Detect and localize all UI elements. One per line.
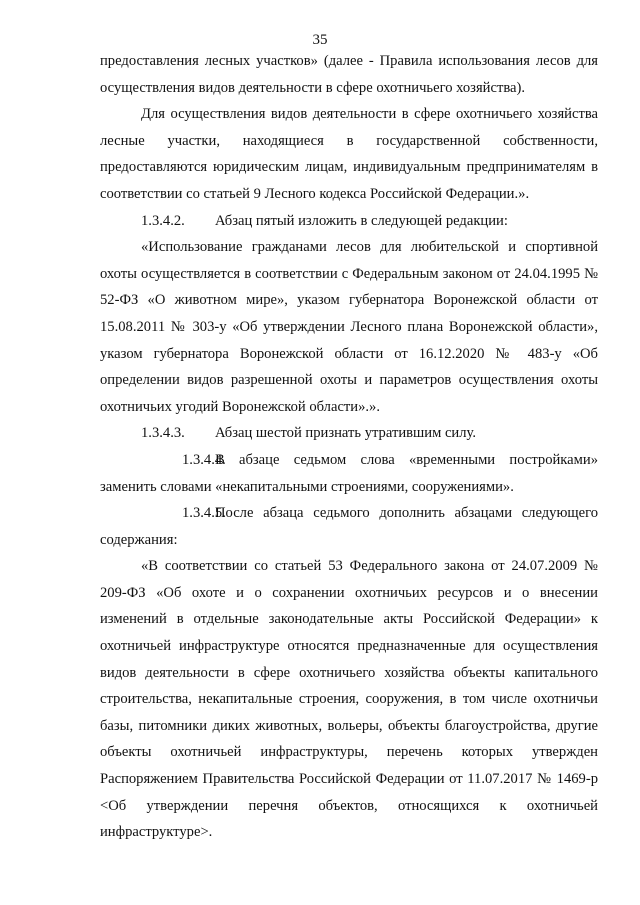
clause-1-3-4-5 [100, 500, 598, 553]
document-body [100, 48, 598, 846]
clause-1-3-4-4 [100, 447, 598, 500]
clause-number: 1.3.4.5. [182, 505, 226, 522]
page-number: 35 [312, 32, 328, 48]
clause-text: В абзаце седьмом слова «временными постройками» заменить словами «некапитальными строениями, сооружениями». [100, 451, 598, 495]
paragraph-4: «Использование гражданами лесов для любительской и спортивной охоты осуществляется в соответствии с Федеральным законом от 24.04.1995 № 52-ФЗ «О животном мире», указом губернатора Воронежской области от 15.08.2011 № 303-у «Об утверждении Лесного плана Воронежской области», указом губернатора Воронежской области от 16.12.2020 № 483-у «Об определении видов разрешенной охоты и параметров осуществления охоты охотничьих угодий Воронежской области».». [100, 239, 598, 415]
paragraph-1: предоставления лесных участков» (далее - Правила использования лесов для осуществления видов деятельности в сфере охотничьего хозяйства). [100, 53, 598, 96]
paragraph-8: «В соответствии со статьей 53 Федерального закона от 24.07.2009 № 209-ФЗ «Об охоте и о сохранении охотничьих ресурсов и о внесении изменений в отдельные законодательные акты Российской Федерации» к охотничьей инфраструктуре относятся предназначенные для осуществления видов деятельности в сфере охотничьего хозяйства объекты капитального строительства, некапитальные строения, сооружения, в том числе охотничьи базы, питомники диких животных, вольеры, объекты благоустройства, другие объекты охотничьей инфраструктуры, перечень которых утвержден Распоряжением Правительства Российской Федерации от 11.07.2017 № 1469-р <Об утверждении перечня объектов, относящихся к охотничьей инфраструктуре>. [100, 558, 598, 841]
clause-text: После абзаца седьмого дополнить абзацами следующего содержания: [100, 505, 598, 548]
clause-number: 1.3.4.3. [141, 425, 185, 442]
clause-number: 1.3.4.2. [141, 212, 185, 229]
paragraph-2: Для осуществления видов деятельности в сфере охотничьего хозяйства лесные участки, находящиеся в государственной собственности, предоставляются юридическим лицам, индивидуальным предпринимателям в соответствии со статьей 9 Лесного кодекса Российской Федерации.». [100, 106, 598, 202]
clause-text: Абзац пятый изложить в следующей редакции: [215, 212, 508, 229]
clause-text: Абзац шестой признать утратившим силу. [215, 425, 477, 442]
clause-1-3-4-2 [100, 208, 598, 235]
clause-number: 1.3.4.4. [182, 451, 226, 468]
clause-1-3-4-3 [100, 420, 598, 447]
